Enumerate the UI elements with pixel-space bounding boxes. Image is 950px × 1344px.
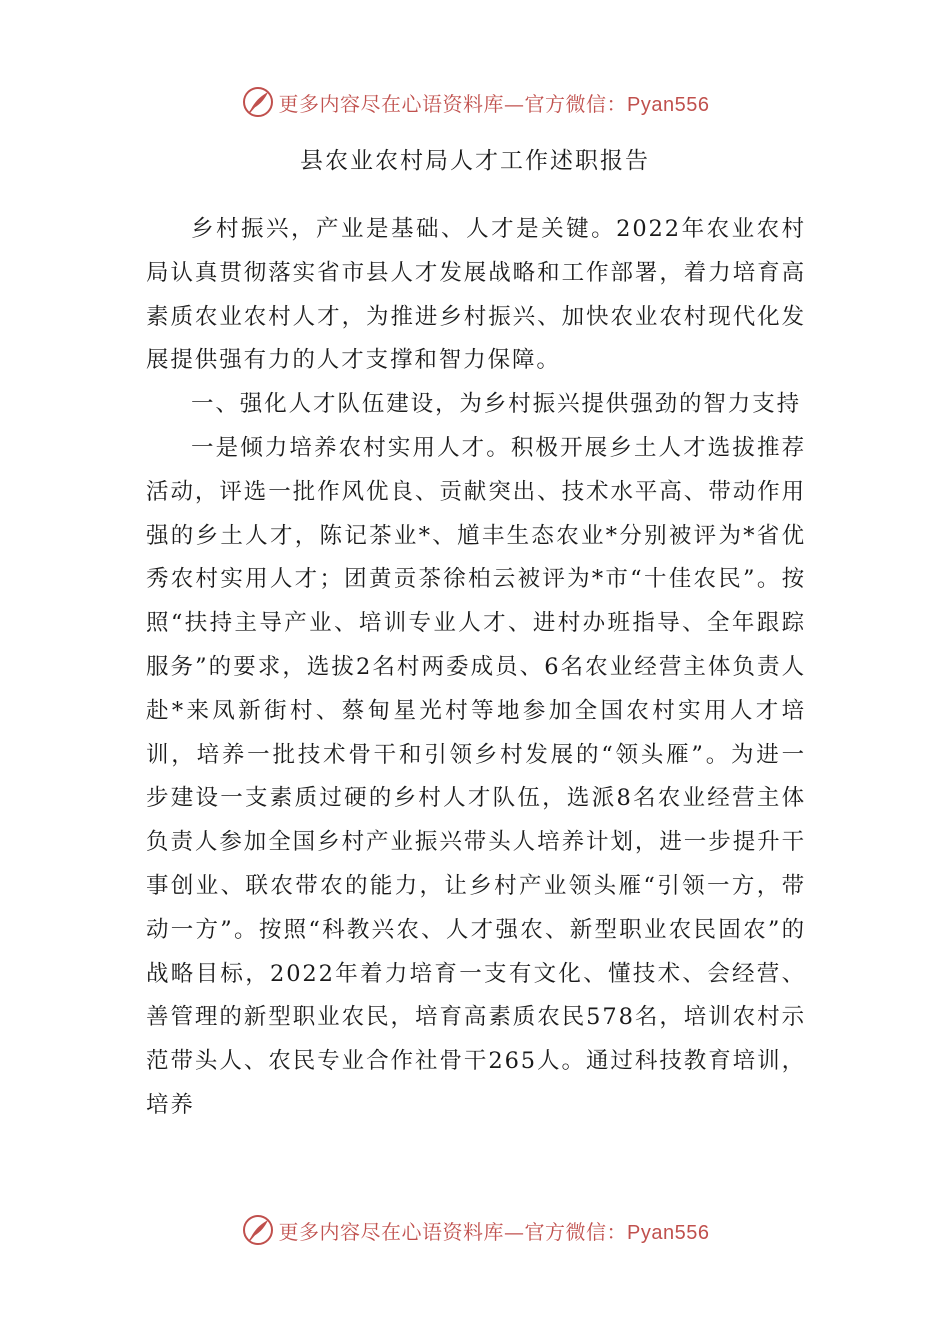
- watermark-text: 更多内容尽在心语资料库—官方微信：Pyan556: [278, 91, 710, 116]
- quill-logo-icon: [241, 1213, 275, 1247]
- document-body: [146, 208, 806, 1128]
- document-title: 县农业农村局人才工作述职报告: [300, 148, 650, 174]
- paragraph-talent-training: 一是倾力培养农村实用人才。积极开展乡土人才选拔推荐活动，评选一批作风优良、贡献突出、技术水平高、带动作用强的乡土人才，陈记茶业*、馗丰生态农业*分别被评为*省优秀农村实用人才；团黄贡茶徐柏云被评为*市“十佳农民”。按照“扶持主导产业、培训专业人才、进村办班指导、全年跟踪服务”的要求，选拔2名村两委成员、6名农业经营主体负责人赴*来凤新街村、蔡甸星光村等地参加全国农村实用人才培训，培养一批技术骨干和引领乡村发展的“领头雁”。为进一步建设一支素质过硬的乡村人才队伍，选派8名农业经营主体负责人参加全国乡村产业振兴带头人培养计划，进一步提升干事创业、联农带农的能力，让乡村产业领头雁“引领一方，带动一方”。按照“科教兴农、人才强农、新型职业农民固农”的战略目标，2022年着力培育一支有文化、懂技术、会经营、善管理的新型职业农民，培育高素质农民578名，培训农村示范带头人、农民专业合作社骨干265人。通过科技教育培训，培养: [146, 434, 806, 1118]
- quill-logo-icon: [241, 85, 275, 119]
- watermark-banner-top: [0, 82, 950, 122]
- section-heading: 一、强化人才队伍建设，为乡村振兴提供强劲的智力支持: [191, 391, 802, 418]
- watermark-text: 更多内容尽在心语资料库—官方微信：Pyan556: [278, 1219, 710, 1244]
- watermark-banner-bottom: [0, 1210, 950, 1250]
- paragraph-intro: 乡村振兴，产业是基础、人才是关键。2022年农业农村局认真贯彻落实省市县人才发展战略和工作部署，着力培育高素质农业农村人才，为推进乡村振兴、加快农业农村现代化发展提供强有力的人才支撑和智力保障。: [146, 216, 806, 374]
